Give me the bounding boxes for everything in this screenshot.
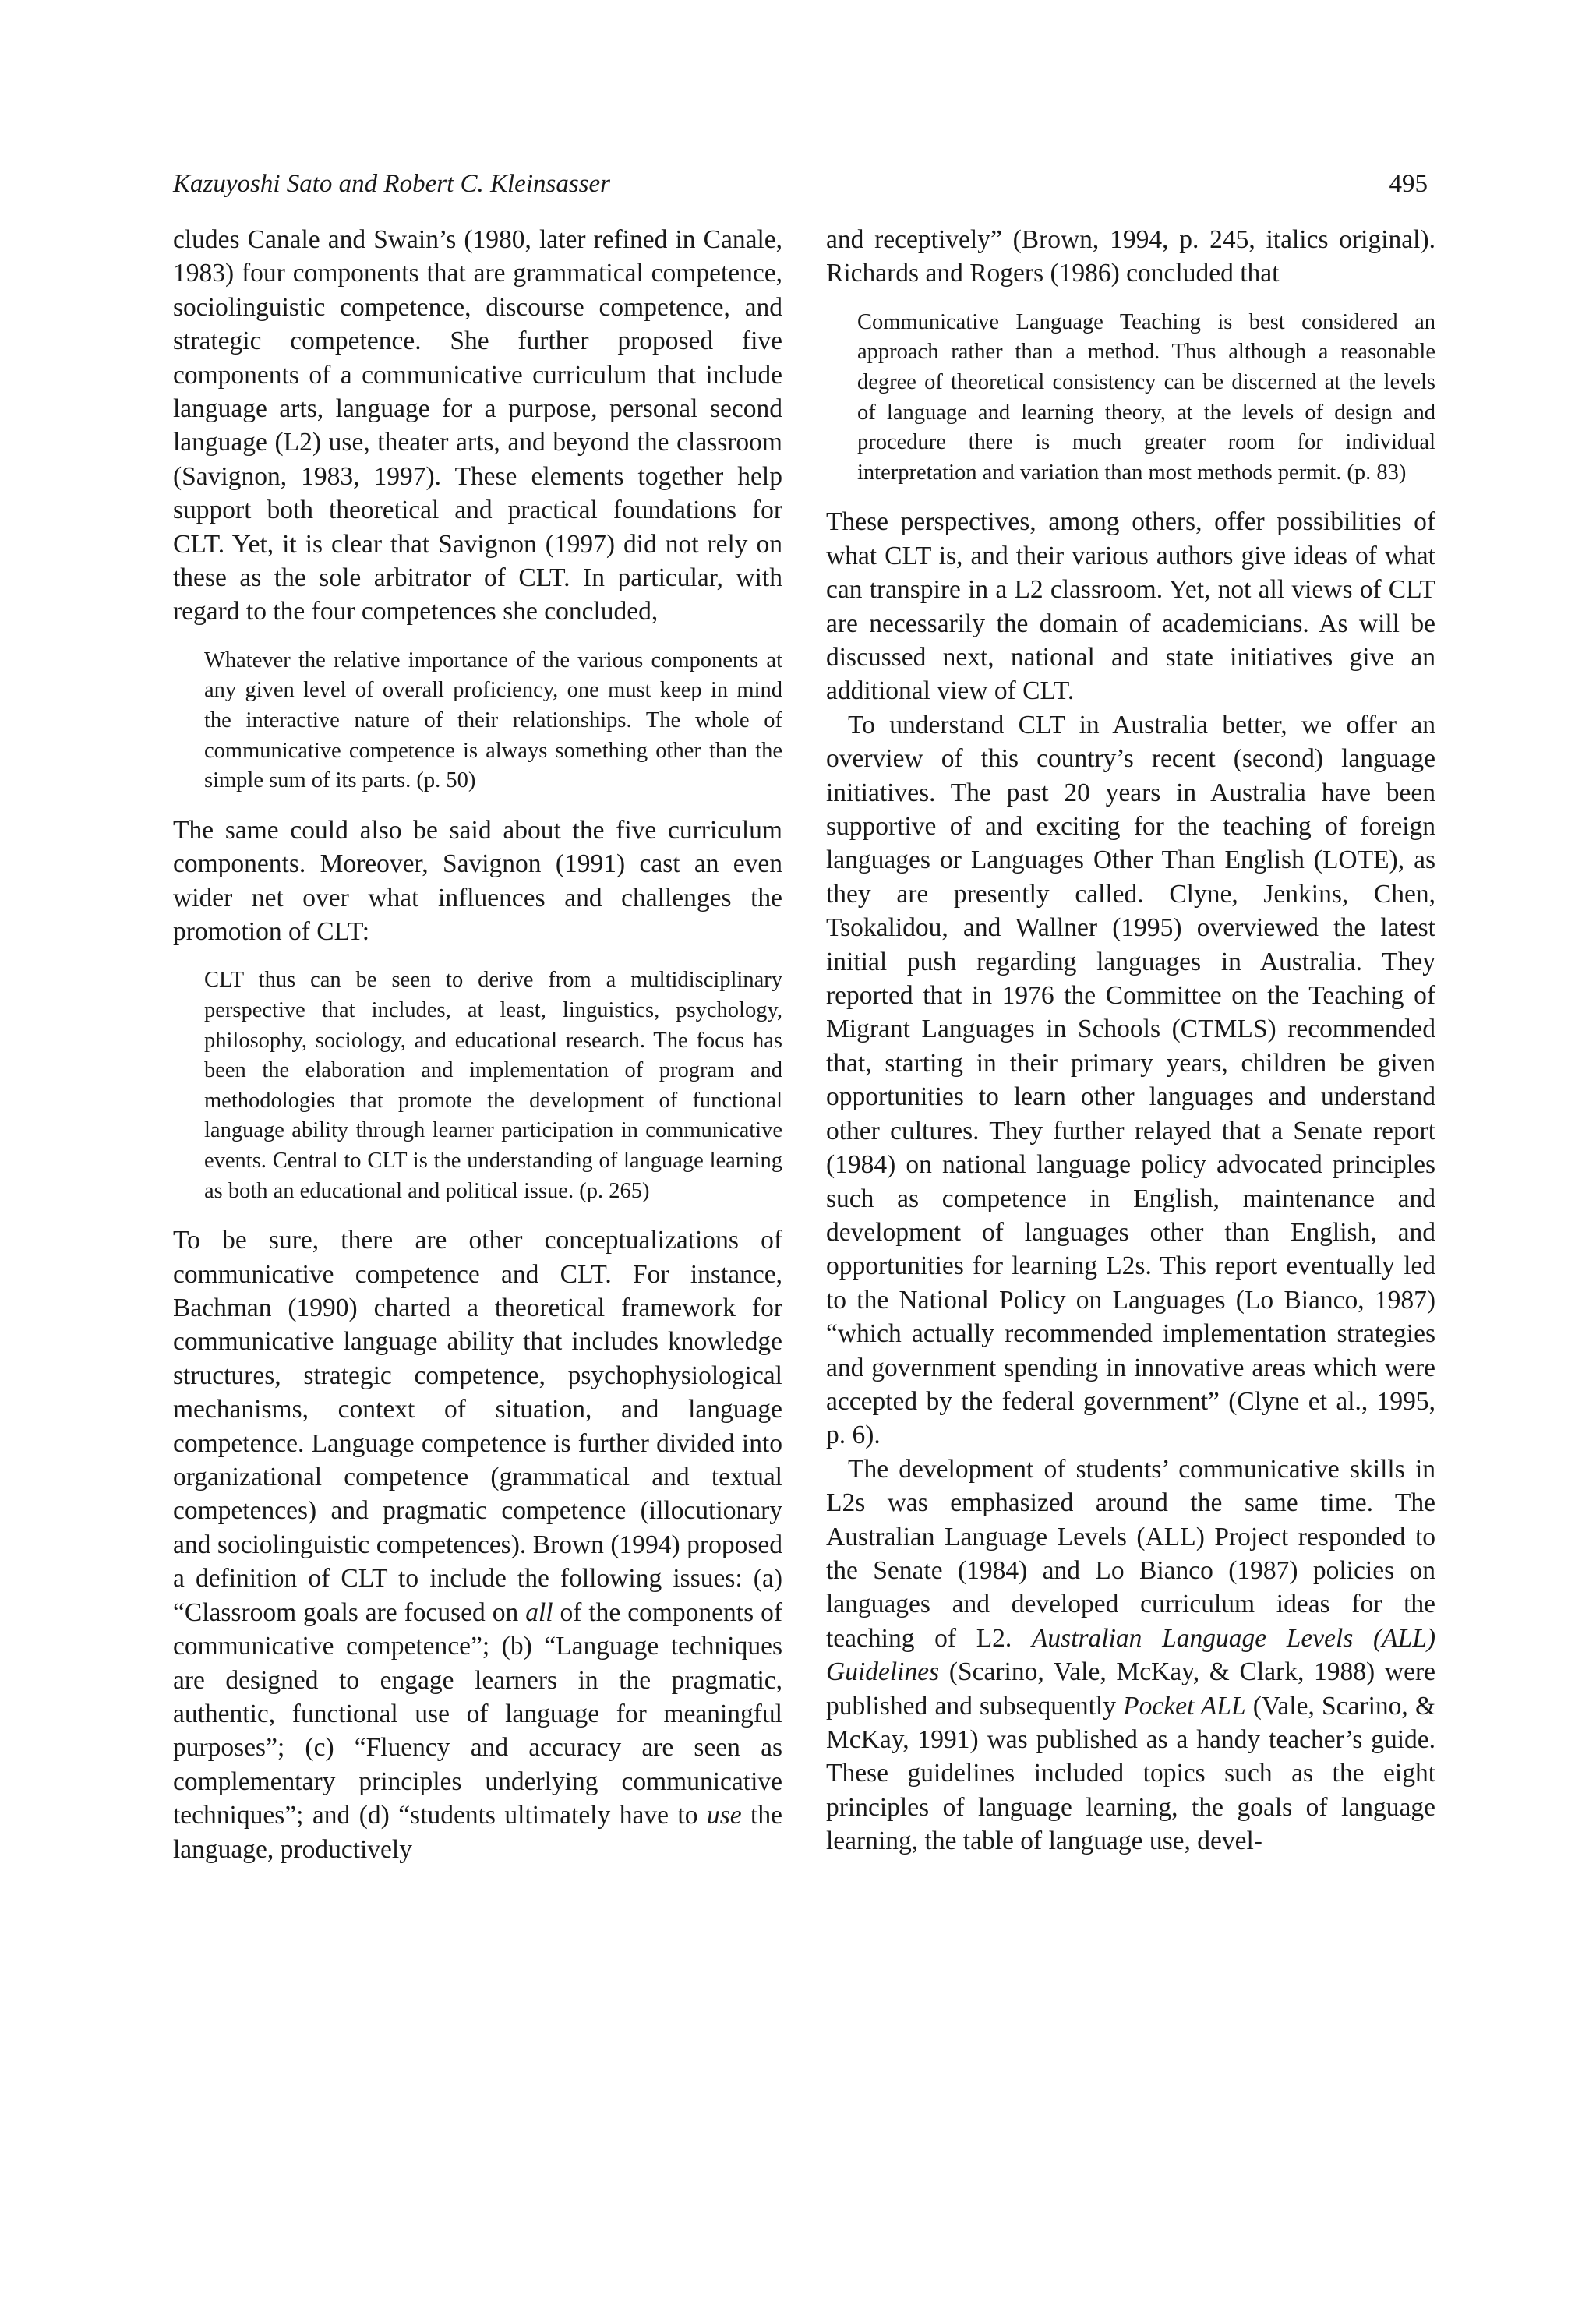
- italic-text: use: [706, 1801, 742, 1830]
- page-header: [173, 170, 1428, 214]
- text-run: The development of students’ communicative skills in L2s was emphasized around the same time. The Australian Language Levels (ALL) Project responded to the Senate (1984) and Lo Bianco (1987) policies on languages and developed curriculum ideas for the teaching of L2.: [826, 1454, 1435, 1653]
- left-column: [173, 223, 782, 1866]
- text-run: To be sure, there are other conceptualizations of communicative competence and CLT. For instance, Bachman (1990) charted a theoretical framework for communicative language ability that includes knowledge structures, strategic competence, psychophysiological mechanisms, context of situation, and language competence. Language competence is further divided into organizational competence (grammatical and textual competences) and pragmatic competence (illocutionary and sociolinguistic competences). Brown (1994) proposed a definition of CLT to include the following issues: (a) “Classroom goals are focused on: [173, 1226, 782, 1627]
- page-number: 495: [1389, 170, 1428, 198]
- paragraph: [173, 1223, 782, 1866]
- block-quote: Whatever the relative importance of the various components at any given level of overall proficiency, one must keep in mind the interactive nature of their relationships. The whole of communicative competence is always something other than the simple sum of its parts. (p. 50): [204, 648, 782, 793]
- italic-text: Pocket ALL: [1123, 1691, 1246, 1721]
- paragraph: The same could also be said about the five curriculum components. Moreover, Savignon (1991) cast an even wider net over what influences and challenges the promotion of CLT:: [173, 815, 782, 947]
- paragraph: and receptively” (Brown, 1994, p. 245, italics original). Richards and Rogers (1986) concluded that: [826, 225, 1435, 288]
- text-run: the language, productively: [173, 1801, 782, 1864]
- running-head: Kazuyoshi Sato and Robert C. Kleinsasser: [173, 170, 611, 198]
- paragraph: These perspectives, among others, offer possibilities of what CLT is, and their various authors give ideas of what can transpire in a L2 classroom. Yet, not all views of CLT are necessarily the domain of academicians. As will be discussed next, national and state initiatives give an additional view of CLT.: [826, 507, 1435, 706]
- italic-text: all: [525, 1597, 553, 1627]
- right-column: [826, 223, 1435, 1858]
- text-run: (Scarino, Vale, McKay, & Clark, 1988) were published and subsequently: [826, 1657, 1435, 1721]
- block-quote: CLT thus can be seen to derive from a multidisciplinary perspective that includes, at least, linguistics, psychology, philosophy, sociology, and educational research. The focus has been the elaboration and implementation of program and methodologies that promote the development of functional language ability through learner participation in communicative events. Central to CLT is the understanding of language learning as both an educational and political issue. (p. 265): [204, 968, 782, 1203]
- block-quote: Communicative Language Teaching is best considered an approach rather than a method. Thus although a reasonable degree of theoretical consistency can be discerned at the levels of language and learning theory, at the levels of design and procedure there is much greater room for individual interpretation and variation than most methods permit. (p. 83): [857, 309, 1435, 485]
- paragraph: To understand CLT in Australia better, we offer an overview of this country’s recent (second) language initiatives. The past 20 years in Australia have been supportive of and exciting for the teaching of foreign languages or Languages Other Than English (LOTE), as they are presently called. Clyne, Jenkins, Chen, Tsokalidou, and Wallner (1995) overviewed the latest initial push regarding languages in Australia. They reported that in 1976 the Committee on the Teaching of Migrant Languages in Schools (CTMLS) recommended that, starting in their primary years, children be given opportunities to learn other languages and understand other cultures. They further relayed that a Senate report (1984) on national language policy advocated principles such as competence in English, maintenance and development of languages other than English, and opportunities for learning L2s. This report eventually led to the National Policy on Languages (Lo Bianco, 1987) “which actually recommended implementation strategies and government spending in innovative areas which were accepted by the federal government” (Clyne et al., 1995, p. 6).: [826, 710, 1435, 1450]
- italic-text: Australian Language Levels (ALL) Guidelines: [826, 1623, 1436, 1687]
- paragraph: cludes Canale and Swain’s (1980, later refined in Canale, 1983) four components that are grammatical competence, sociolinguistic competence, discourse competence, and strategic competence. She further proposed five components of a communicative curriculum that include language arts, language for a purpose, personal second language (L2) use, theater arts, and beyond the classroom (Savignon, 1983, 1997). These elements together help support both theoretical and practical foundations for CLT. Yet, it is clear that Savignon (1997) did not rely on these as the sole arbitrator of CLT. In particular, with regard to the four competences she concluded,: [173, 225, 782, 627]
- text-run: (Vale, Scarino, & McKay, 1991) was published as a handy teacher’s guide. These guidelines included topics such as the eight principles of language learning, the goals of language learning, the table of language use, devel-: [826, 1691, 1436, 1856]
- text-run: of the components of communicative competence”; (b) “Language techniques are designed to engage learners in the pragmatic, authentic, functional use of language for meaningful purposes”; (c) “Fluency and accuracy are seen as complementary principles underlying communicative techniques”; and (d) “students ultimately have to: [173, 1597, 782, 1830]
- paragraph: [826, 1452, 1435, 1858]
